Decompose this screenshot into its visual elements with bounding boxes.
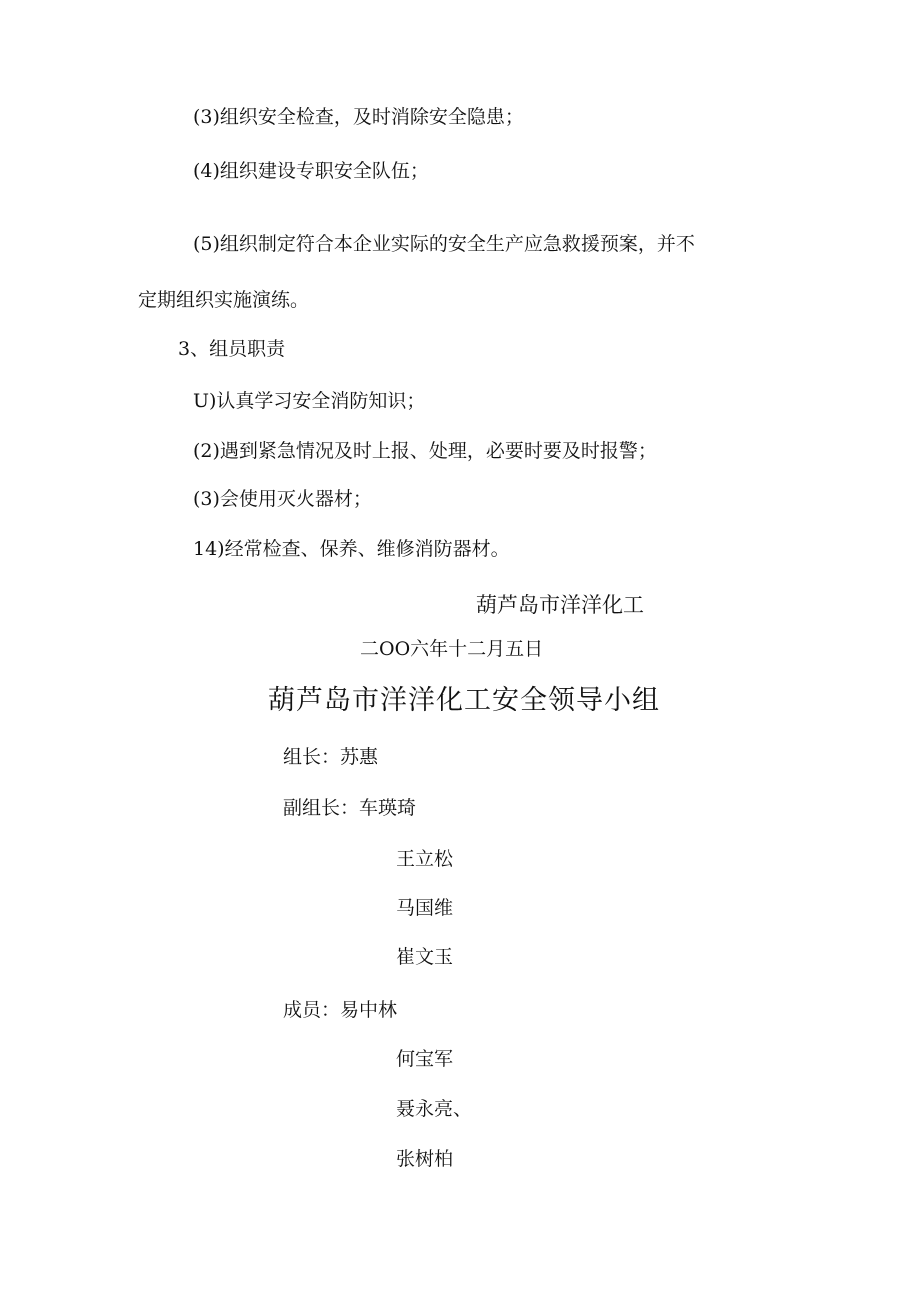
signature-company: 葫芦岛市洋洋化工 bbox=[476, 593, 644, 617]
leader-duty-item-5-line-1: (5)组织制定符合本企业实际的安全生产应急救援预案，并不 bbox=[193, 233, 695, 255]
group-member-3: 聂永亮、 bbox=[396, 1098, 473, 1120]
group-title: 葫芦岛市洋洋化工安全领导小组 bbox=[268, 685, 660, 716]
group-leader: 组长：苏惠 bbox=[283, 746, 379, 768]
group-deputy-2: 王立松 bbox=[396, 848, 454, 870]
group-member-4: 张树柏 bbox=[396, 1148, 454, 1170]
group-deputy-leader: 副组长：车瑛琦 bbox=[283, 797, 417, 819]
member-duty-item-2: (2)遇到紧急情况及时上报、处理，必要时要及时报警； bbox=[193, 440, 657, 462]
leader-duty-item-5-line-2: 定期组织实施演练。 bbox=[138, 289, 310, 311]
leader-duty-item-4: (4)组织建设专职安全队伍； bbox=[193, 160, 429, 182]
group-member-2: 何宝军 bbox=[396, 1048, 454, 1070]
member-duty-item-4: 14)经常检查、保养、维修消防器材。 bbox=[193, 538, 510, 560]
member-duties-heading: 3、组员职责 bbox=[178, 338, 286, 360]
group-member-1: 成员：易中林 bbox=[283, 999, 398, 1021]
signature-date: 二OO六年十二月五日 bbox=[360, 638, 544, 660]
group-deputy-4: 崔文玉 bbox=[396, 946, 454, 968]
group-deputy-3: 马国维 bbox=[396, 897, 454, 919]
leader-duty-item-3: (3)组织安全检查，及时消除安全隐患； bbox=[193, 106, 524, 128]
member-duty-item-1: U)认真学习安全消防知识； bbox=[193, 390, 426, 412]
member-duty-item-3: (3)会使用灭火器材； bbox=[193, 488, 372, 510]
